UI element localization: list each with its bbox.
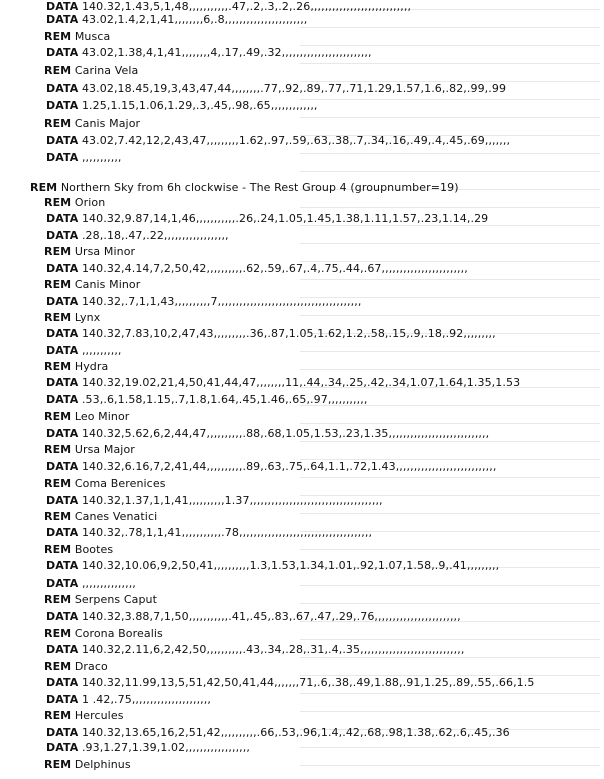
data-line xyxy=(46,13,307,27)
keyword: REM xyxy=(44,278,72,291)
rem-line xyxy=(44,30,110,44)
data-line xyxy=(46,46,372,60)
keyword: DATA xyxy=(46,643,79,656)
keyword: REM xyxy=(44,30,72,43)
keyword: REM xyxy=(30,181,58,194)
data-line xyxy=(46,676,534,690)
keyword: DATA xyxy=(46,494,79,507)
keyword: DATA xyxy=(46,46,79,59)
rem-line xyxy=(44,311,100,325)
rem-line xyxy=(44,510,157,524)
data-line xyxy=(46,577,136,591)
keyword: DATA xyxy=(46,526,79,539)
keyword: DATA xyxy=(46,82,79,95)
line-text: ,,,,,,,,,,,,,,, xyxy=(78,577,136,590)
keyword: DATA xyxy=(46,327,79,340)
line-text: 140.32,11.99,13,5,51,42,50,41,44,,,,,,,71,.6,.38,.49,1.88,.91,1.25,.89,.55,.66,1.5 xyxy=(78,676,535,689)
line-text: Coma Berenices xyxy=(71,477,166,490)
line-text: 140.32,13.65,16,2,51,42,,,,,,,,,,.66,.53,.96,1.4,.42,.68,.98,1.38,.62,.6,.45,.36 xyxy=(78,726,510,739)
keyword: DATA xyxy=(46,212,79,225)
keyword: REM xyxy=(44,117,72,130)
rem-line xyxy=(44,196,105,210)
rem-line xyxy=(44,64,138,78)
data-line xyxy=(46,643,464,657)
keyword: DATA xyxy=(46,151,79,164)
keyword: DATA xyxy=(46,427,79,440)
keyword: REM xyxy=(44,593,72,606)
line-text: 140.32,4.14,7,2,50,42,,,,,,,,,,.62,.59,.67,.4,.75,.44,.67,,,,,,,,,,,,,,,,,,,,,,,, xyxy=(78,262,468,275)
data-line xyxy=(46,526,372,540)
keyword: DATA xyxy=(46,676,79,689)
line-text: Canis Minor xyxy=(71,278,141,291)
line-text: 43.02,18.45,19,3,43,47,44,,,,,,,,.77,.92,.89,.77,.71,1.29,1.57,1.6,.82,.99,.99 xyxy=(78,82,507,95)
data-line xyxy=(46,82,506,96)
keyword: REM xyxy=(44,510,72,523)
line-text: 1.25,1.15,1.06,1.29,.3,.45,.98,.65,,,,,,,,,,,,, xyxy=(78,99,318,112)
line-text: Ursa Minor xyxy=(71,245,136,258)
keyword: DATA xyxy=(46,13,79,26)
line-text: 140.32,10.06,9,2,50,41,,,,,,,,,,1.3,1.53,1.34,1.01,.92,1.07,1.58,.9,.41,,,,,,,,, xyxy=(78,559,500,572)
keyword: DATA xyxy=(46,577,79,590)
keyword: REM xyxy=(44,64,72,77)
line-text: .53,.6,1.58,1.15,.7,1.8,1.64,.45,1.46,.65,.97,,,,,,,,,,, xyxy=(78,393,368,406)
data-line xyxy=(46,212,488,226)
data-line xyxy=(46,134,510,148)
keyword: DATA xyxy=(46,295,79,308)
line-text: ,,,,,,,,,,, xyxy=(78,344,122,357)
keyword: DATA xyxy=(46,559,79,572)
keyword: DATA xyxy=(46,726,79,739)
rem-line xyxy=(44,443,135,457)
line-text: 140.32,9.87,14,1,46,,,,,,,,,,,.26,.24,1.05,1.45,1.38,1.11,1.57,.23,1.14,.29 xyxy=(78,212,489,225)
data-line xyxy=(46,344,122,358)
line-text: 140.32,5.62,6,2,44,47,,,,,,,,,,.88,.68,1.05,1.53,.23,1.35,,,,,,,,,,,,,,,,,,,,,,,,,,,, xyxy=(78,427,490,440)
data-line xyxy=(46,393,367,407)
data-line xyxy=(46,741,250,755)
keyword: REM xyxy=(44,196,72,209)
line-text: .93,1.27,1.39,1.02,,,,,,,,,,,,,,,,,, xyxy=(78,741,250,754)
line-text: 140.32,1.37,1,1,41,,,,,,,,,,1.37,,,,,,,,,,,,,,,,,,,,,,,,,,,,,,,,,,,,, xyxy=(78,494,383,507)
line-text: 140.32,2.11,6,2,42,50,,,,,,,,,,.43,.34,.28,.31,.4,.35,,,,,,,,,,,,,,,,,,,,,,,,,,,,, xyxy=(78,643,465,656)
line-text: ,,,,,,,,,,, xyxy=(78,151,122,164)
line-text: Delphinus xyxy=(71,758,131,771)
rem-line xyxy=(44,360,108,374)
keyword: REM xyxy=(44,443,72,456)
data-line xyxy=(46,0,411,14)
line-text: 43.02,7.42,12,2,43,47,,,,,,,,,1.62,.97,.59,.63,.38,.7,.34,.16,.49,.4,.45,.69,,,,,,, xyxy=(78,134,511,147)
data-line xyxy=(46,376,520,390)
line-text: Draco xyxy=(71,660,108,673)
rem-line xyxy=(44,543,113,557)
data-line xyxy=(46,229,229,243)
keyword: REM xyxy=(44,627,72,640)
line-text: Ursa Major xyxy=(71,443,135,456)
line-text: Carina Vela xyxy=(71,64,139,77)
line-text: Serpens Caput xyxy=(71,593,158,606)
line-text: Canis Major xyxy=(71,117,141,130)
rem-line xyxy=(44,410,129,424)
keyword: REM xyxy=(44,245,72,258)
rem-line xyxy=(44,278,140,292)
data-line xyxy=(46,559,499,573)
line-text: 140.32,1.43,5,1,48,,,,,,,,,,,.47,.2,.3,.2,.26,,,,,,,,,,,,,,,,,,,,,,,,,,,, xyxy=(78,0,412,13)
line-text: 140.32,3.88,7,1,50,,,,,,,,,,,.41,.45,.83,.67,.47,.29,.76,,,,,,,,,,,,,,,,,,,,,,,, xyxy=(78,610,461,623)
rem-line xyxy=(44,660,108,674)
keyword: REM xyxy=(44,758,72,771)
line-text: 43.02,1.4,2,1,41,,,,,,,,6,.8,,,,,,,,,,,,,,,,,,,,,,, xyxy=(78,13,308,26)
data-line xyxy=(46,262,468,276)
keyword: DATA xyxy=(46,0,79,13)
line-text: 140.32,.7,1,1,43,,,,,,,,,,7,,,,,,,,,,,,,,,,,,,,,,,,,,,,,,,,,,,,,,,, xyxy=(78,295,362,308)
keyword: DATA xyxy=(46,229,79,242)
rem-line xyxy=(44,709,124,723)
line-text: Lynx xyxy=(71,311,101,324)
keyword: REM xyxy=(44,410,72,423)
keyword: DATA xyxy=(46,134,79,147)
keyword: DATA xyxy=(46,393,79,406)
line-text: 140.32,.78,1,1,41,,,,,,,,,,,.78,,,,,,,,,,,,,,,,,,,,,,,,,,,,,,,,,,,,, xyxy=(78,526,373,539)
keyword: DATA xyxy=(46,376,79,389)
keyword: REM xyxy=(44,660,72,673)
line-text: Hydra xyxy=(71,360,109,373)
line-text: Hercules xyxy=(71,709,124,722)
keyword: REM xyxy=(44,543,72,556)
line-text: Bootes xyxy=(71,543,114,556)
data-line xyxy=(46,693,211,707)
keyword: DATA xyxy=(46,610,79,623)
line-text: 140.32,7.83,10,2,47,43,,,,,,,,,.36,.87,1.05,1.62,1.2,.58,.15,.9,.18,.92,,,,,,,,, xyxy=(78,327,496,340)
keyword: DATA xyxy=(46,741,79,754)
data-line xyxy=(46,726,510,740)
keyword: DATA xyxy=(46,693,79,706)
line-text: 43.02,1.38,4,1,41,,,,,,,,4,.17,.49,.32,,,,,,,,,,,,,,,,,,,,,,,,, xyxy=(78,46,372,59)
line-text: Northern Sky from 6h clockwise - The Rest Group 4 (groupnumber=19) xyxy=(57,181,459,194)
line-text: 140.32,6.16,7,2,41,44,,,,,,,,,,.89,.63,.75,.64,1.1,.72,1.43,,,,,,,,,,,,,,,,,,,,,,,,,,,, xyxy=(78,460,497,473)
line-text: Leo Minor xyxy=(71,410,130,423)
data-line xyxy=(46,427,489,441)
data-line xyxy=(46,295,361,309)
keyword: DATA xyxy=(46,99,79,112)
line-text: Orion xyxy=(71,196,106,209)
line-text: 1 .42,.75,,,,,,,,,,,,,,,,,,,,,, xyxy=(78,693,211,706)
rem-line xyxy=(44,477,166,491)
line-text: Musca xyxy=(71,30,111,43)
line-text: .28,.18,.47,.22,,,,,,,,,,,,,,,,,, xyxy=(78,229,229,242)
keyword: REM xyxy=(44,360,72,373)
data-line xyxy=(46,99,318,113)
line-text: 140.32,19.02,21,4,50,41,44,47,,,,,,,,11,.44,.34,.25,.42,.34,1.07,1.64,1.35,1.53 xyxy=(78,376,521,389)
data-line xyxy=(46,460,496,474)
keyword: DATA xyxy=(46,262,79,275)
rem-line xyxy=(44,593,157,607)
section-heading-line xyxy=(30,181,459,195)
data-line xyxy=(46,494,383,508)
data-line xyxy=(46,327,496,341)
keyword: DATA xyxy=(46,344,79,357)
line-text: Canes Venatici xyxy=(71,510,158,523)
data-line xyxy=(46,610,461,624)
rem-line xyxy=(44,245,135,259)
keyword: REM xyxy=(44,311,72,324)
rem-line xyxy=(44,117,140,131)
data-line xyxy=(46,151,122,165)
keyword: REM xyxy=(44,477,72,490)
line-text: Corona Borealis xyxy=(71,627,163,640)
keyword: REM xyxy=(44,709,72,722)
keyword: DATA xyxy=(46,460,79,473)
rem-line xyxy=(44,627,163,641)
rem-line xyxy=(44,758,131,772)
